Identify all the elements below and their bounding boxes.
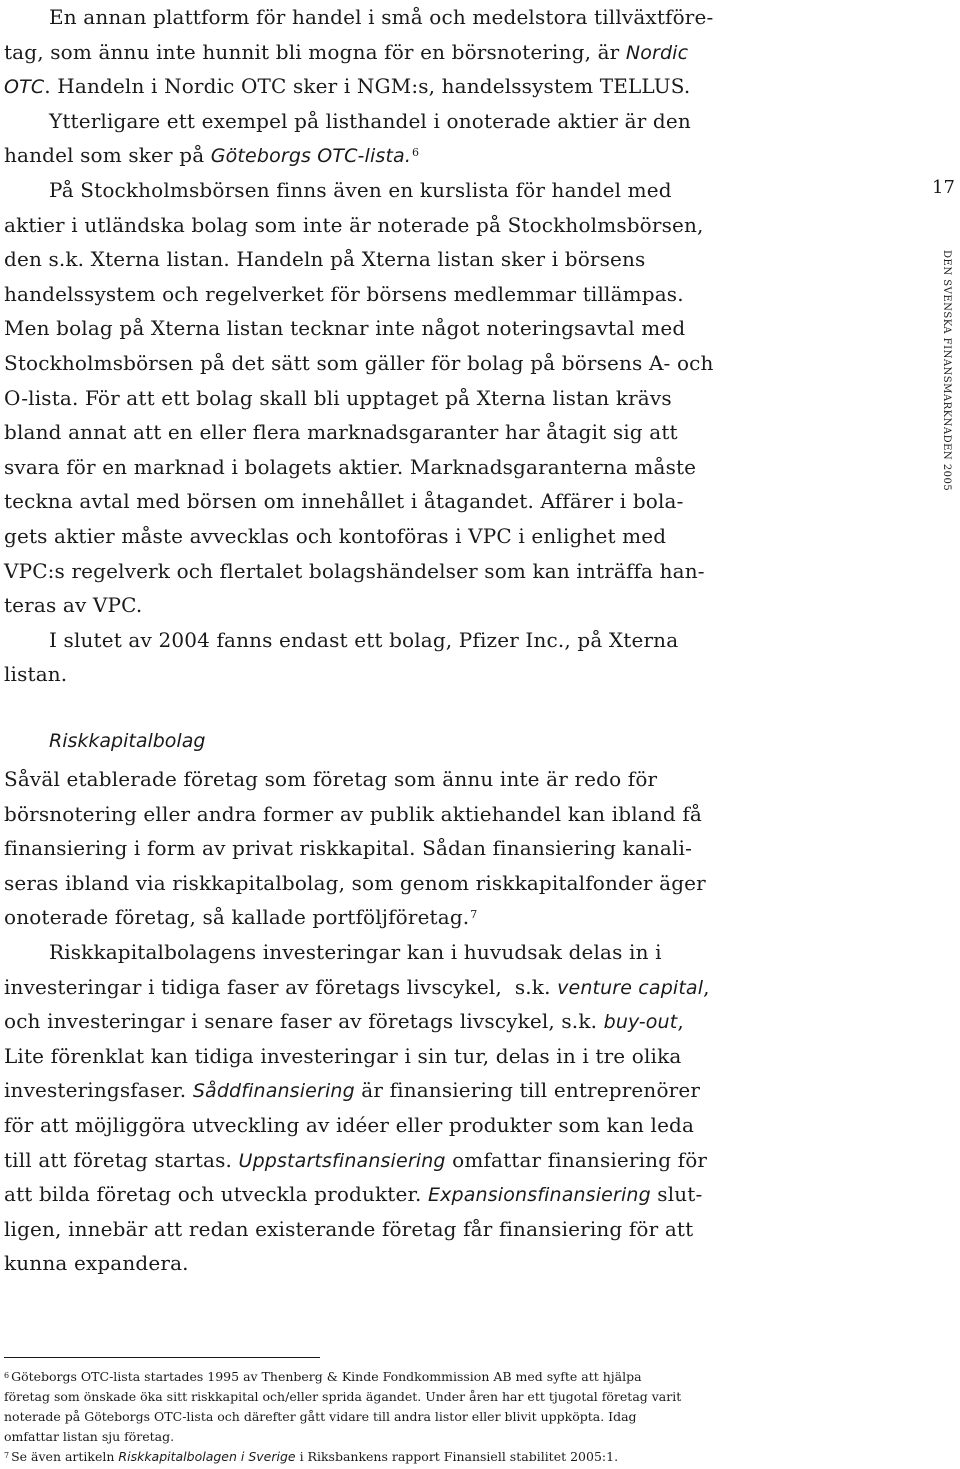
text-line: att bilda företag och utveckla produkter. Expansionsfinansiering slut- bbox=[4, 1182, 703, 1207]
body-text-section-1 bbox=[4, 0, 724, 692]
text-line: den s.k. Xterna listan. Handeln på Xterna listan sker i börsens bbox=[4, 247, 646, 272]
footnote-marker: 7 bbox=[4, 1451, 10, 1460]
text-line: Men bolag på Xterna listan tecknar inte något noteringsavtal med bbox=[4, 316, 686, 341]
text-line: tag, som ännu inte hunnit bli mogna för en börsnotering, är Nordic bbox=[4, 39, 689, 64]
text-line: kunna expandera. bbox=[4, 1251, 189, 1276]
italic-term: buy-out bbox=[603, 1011, 678, 1034]
text-line: VPC:s regelverk och flertalet bolagshändelser som kan inträffa han- bbox=[4, 558, 705, 583]
text-line: OTC. Handeln i Nordic OTC sker i NGM:s, handelssystem TELLUS. bbox=[4, 74, 691, 99]
footnote-7: $^7$ Se även artikeln Riskkapitalbolagen i Sverige i Riksbankens rapport Finansiell stabilitet 2005:1. bbox=[4, 1449, 619, 1464]
text-line: finansiering i form av privat riskkapital. Sådan finansiering kanali- bbox=[4, 836, 692, 861]
section-heading: Riskkapitalbolag bbox=[49, 730, 206, 752]
text-line: Ytterligare ett exempel på listhandel i onoterade aktier är den bbox=[49, 108, 691, 133]
footnote-divider bbox=[4, 1357, 320, 1358]
footnote-line: omfattar listan sju företag. bbox=[4, 1429, 175, 1444]
text-line: gets aktier måste avvecklas och kontoföras i VPC i enlighet med bbox=[4, 523, 667, 548]
italic-term: OTC bbox=[4, 76, 45, 99]
italic-term: Riskkapitalbolagen i Sverige bbox=[118, 1449, 296, 1464]
page-number: 17 bbox=[932, 177, 955, 198]
text-line: Såväl etablerade företag som företag som ännu inte är redo för bbox=[4, 767, 658, 791]
text-line: teckna avtal med börsen om innehållet i åtagandet. Affärer i bola- bbox=[4, 489, 684, 514]
italic-term: Nordic bbox=[625, 41, 689, 64]
text-line: O-lista. För att ett bolag skall bli upptaget på Xterna listan krävs bbox=[4, 385, 672, 410]
text-line: seras ibland via riskkapitalbolag, som genom riskkapitalfonder äger bbox=[4, 870, 706, 895]
text-line: Riskkapitalbolagens investeringar kan i huvudsak delas in i bbox=[49, 939, 662, 964]
text-line: och investeringar i senare faser av företags livscykel, s.k. buy-out, bbox=[4, 1009, 684, 1034]
text-line: till att företag startas. Uppstartsfinansiering omfattar finansiering för bbox=[4, 1147, 708, 1172]
text-line: Lite förenklat kan tidiga investeringar i sin tur, delas in i tre olika bbox=[4, 1043, 682, 1068]
text-line: investeringsfaser. Såddfinansiering är finansiering till entreprenörer bbox=[4, 1078, 701, 1103]
text-line: onoterade företag, så kallade portföljföretag.$^7$ bbox=[4, 905, 478, 930]
text-line: ligen, innebär att redan existerande företag får finansiering för att bbox=[4, 1216, 694, 1241]
side-caption: DEN SVENSKA FINANSMARKNADEN 2005 bbox=[941, 250, 952, 492]
text-line: bland annat att en eller flera marknadsgaranter har åtagit sig att bbox=[4, 420, 678, 445]
footnote-ref-6: 6 bbox=[412, 146, 420, 160]
text-line: aktier i utländska bolag som inte är noterade på Stockholmsbörsen, bbox=[4, 212, 704, 237]
text-line: En annan plattform för handel i små och medelstora tillväxtföre- bbox=[49, 5, 714, 29]
text-line: investeringar i tidiga faser av företags livscykel, s.k. venture capital, bbox=[4, 974, 710, 999]
footnote-6: $^6$ Göteborgs OTC-lista startades 1995 av Thenberg & Kinde Fondkommission AB med syfte att hjälpa bbox=[4, 1369, 642, 1384]
italic-term: Uppstartsfinansiering bbox=[238, 1149, 446, 1172]
italic-term: Såddfinansiering bbox=[192, 1080, 355, 1103]
text-line: listan. bbox=[4, 662, 68, 687]
text-line: handelssystem och regelverket för börsens medlemmar tillämpas. bbox=[4, 281, 684, 306]
text-line: börsnotering eller andra former av publik aktiehandel kan ibland få bbox=[4, 801, 702, 826]
body-text-section-2 bbox=[4, 728, 724, 1281]
italic-term: Göteborgs OTC-lista. bbox=[210, 145, 412, 168]
italic-term: Expansionsfinansiering bbox=[428, 1184, 651, 1207]
text-line: för att möjliggöra utveckling av idéer eller produkter som kan leda bbox=[4, 1112, 695, 1137]
footnotes bbox=[4, 1367, 724, 1467]
footnote-ref-7: 7 bbox=[470, 908, 478, 922]
text-line: På Stockholmsbörsen finns även en kurslista för handel med bbox=[49, 177, 672, 202]
text-line: teras av VPC. bbox=[4, 593, 143, 618]
footnote-line: företag som önskade öka sitt riskkapital och/eller sprida ägandet. Under åren har ett tjugotal företag varit bbox=[4, 1389, 682, 1404]
footnote-line: noterade på Göteborgs OTC-lista och därefter gått vidare till andra listor eller blivit uppköpta. Idag bbox=[4, 1409, 637, 1424]
italic-term: venture capital bbox=[557, 976, 704, 999]
footnote-marker: 6 bbox=[4, 1371, 10, 1380]
text-line: svara för en marknad i bolagets aktier. Marknadsgaranterna måste bbox=[4, 454, 697, 479]
text-line: handel som sker på Göteborgs OTC-lista.$^6$ bbox=[4, 143, 420, 168]
text-line: Stockholmsbörsen på det sätt som gäller för bolag på börsens A- och bbox=[4, 350, 714, 375]
text-line: I slutet av 2004 fanns endast ett bolag, Pfizer Inc., på Xterna bbox=[49, 627, 679, 652]
